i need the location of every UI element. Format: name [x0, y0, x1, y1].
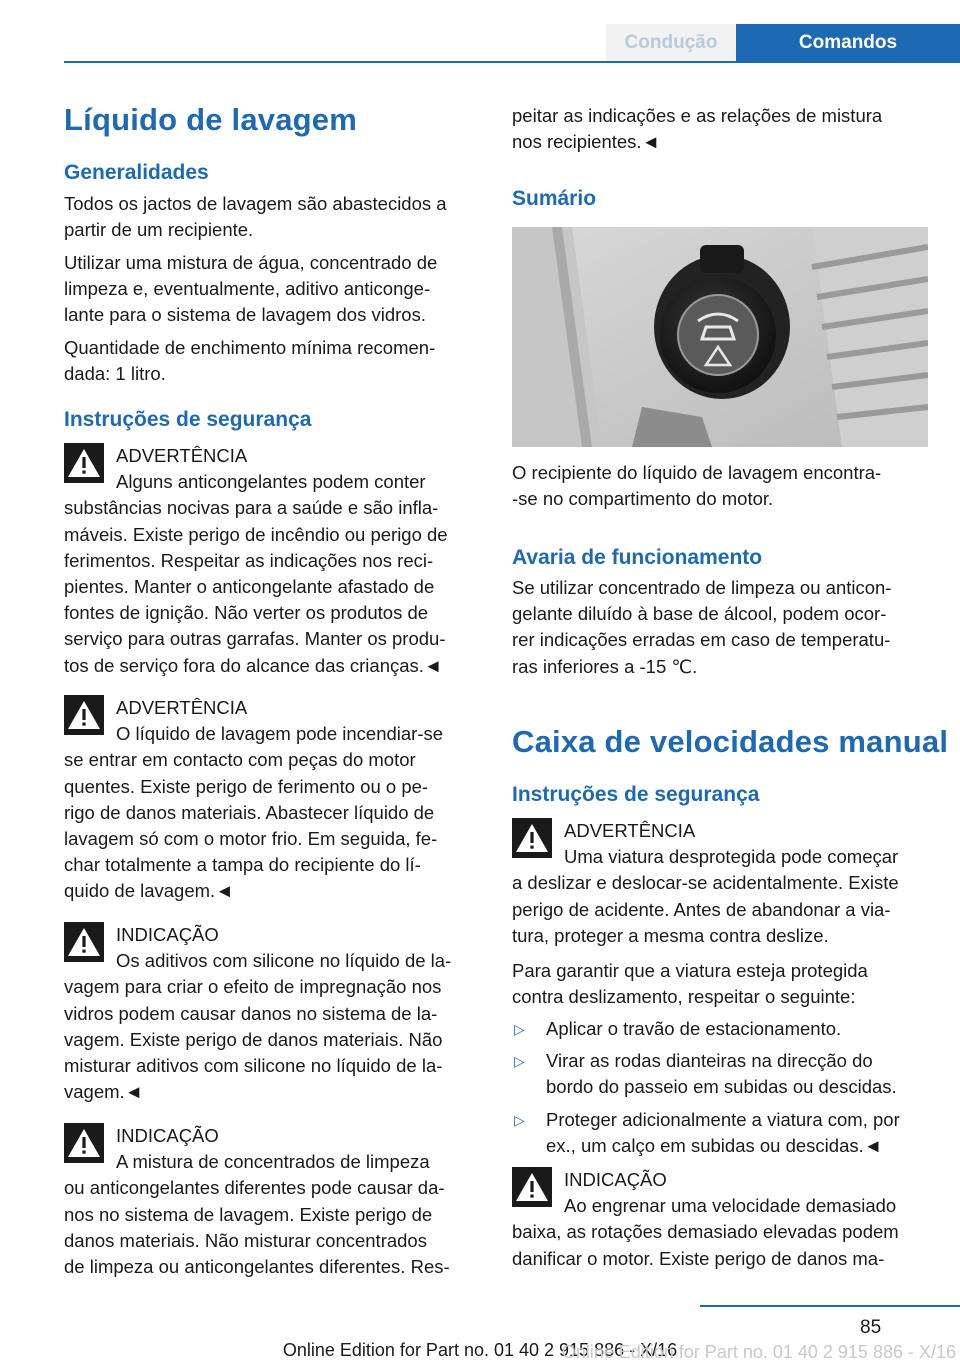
warning-box: ADVERTÊNCIA Alguns anticongelantes podem conter substâncias nocivas para a saúde e são infla- máveis. Existe perigo de incêndio ou perigo de ferimentos. Respeitar as indicações nos reci- pientes. Manter o anticongelante afastado de fontes de ignição. Não verter os produtos de serviço para outras garrafas. Manter os produ- tos de serviço fora do alcance das crianças.◄ — [64, 443, 480, 679]
triangle-bullet-icon: ▷ — [514, 1111, 525, 1128]
paragraph-malfunction: Se utilizar concentrado de limpeza ou anticon- gelante diluído à base de álcool, podem ocor- rer indicações erradas em caso de temperatu- ras inferiores a -15 ℃. — [512, 577, 892, 677]
header-active-tab: Comandos — [736, 24, 960, 61]
warning-triangle-icon — [64, 1123, 104, 1163]
triangle-bullet-icon: ▷ — [514, 1053, 525, 1070]
note-box: INDICAÇÃO Ao engrenar uma velocidade demasiado baixa, as rotações demasiado elevadas podem danificar o motor. Existe perigo de danos ma- — [512, 1167, 928, 1272]
warning-triangle-icon — [64, 922, 104, 962]
note-label: INDICAÇÃO — [116, 1125, 219, 1146]
note-box: INDICAÇÃO A mistura de concentrados de limpeza ou anticongelantes diferentes pode causar da- nos no sistema de lavagem. Existe perigo de danos materiais. Não misturar concentrados de limpeza ou anticongelantes diferentes. Res- — [64, 1123, 480, 1280]
page-number: 85 — [860, 1317, 882, 1338]
list-item: ▷ Proteger adicionalmente a viatura com, por ex., um calço em subidas ou descidas.◄ — [514, 1108, 900, 1156]
heading-malfunction: Avaria de funcionamento — [512, 546, 763, 569]
triangle-bullet-icon: ▷ — [514, 1021, 525, 1037]
header-section-tab: Condução — [606, 24, 736, 61]
warning-triangle-icon — [512, 818, 552, 858]
paragraph-general-1: Todos os jactos de lavagem são abastecidos a partir de um recipiente. — [64, 193, 447, 241]
warning-box: ADVERTÊNCIA O líquido de lavagem pode incendiar-se se entrar em contacto com peças do motor quentes. Existe perigo de ferimento ou o pe- rigo de danos materiais. Abastecer líquido de lavagem só com o motor frio. Em seguida, fe- char totalmente a tampa do recipiente do lí- quido de lavagem.◄ — [64, 695, 480, 905]
footer-rule — [700, 1305, 960, 1307]
heading-gearbox-safety: Instruções de segurança — [512, 783, 760, 806]
paragraph-continuation: peitar as indicações e as relações de mistura nos recipientes.◄ — [512, 105, 883, 153]
washer-reservoir-photo — [512, 227, 928, 447]
heading-overview: Sumário — [512, 187, 597, 210]
paragraph-general-2: Utilizar uma mistura de água, concentrado de limpeza e, eventualmente, aditivo anticonge- lante para o sistema de lavagem dos vidros. — [64, 252, 438, 326]
note-box: INDICAÇÃO Os aditivos com silicone no líquido de la- vagem para criar o efeito de impregnação nos vidros podem causar danos no sistema de la- vagem. Existe perigo de danos materiais. Não misturar aditivos com silicone no líquido de la- vagem.◄ — [64, 922, 480, 1105]
list-item: ▷ Aplicar o travão de estacionamento. — [512, 1016, 928, 1042]
note-label: INDICAÇÃO — [116, 924, 219, 945]
footer-edition: Online Edition for Part no. 01 40 2 915 886 - X/16 — [282, 1340, 678, 1360]
warning-label: ADVERTÊNCIA — [116, 445, 248, 466]
photo-caption: O recipiente do líquido de lavagem encontra- -se no compartimento do motor. — [512, 462, 882, 510]
paragraph-gearbox: Para garantir que a viatura esteja protegida contra deslizamento, respeitar o seguinte: — [512, 960, 868, 1008]
warning-triangle-icon — [64, 443, 104, 483]
section-title-washer-fluid: Líquido de lavagem — [64, 102, 357, 137]
section-title-manual-gearbox: Caixa de velocidades manual — [512, 724, 949, 759]
paragraph-general-3: Quantidade de enchimento mínima recomen- dada: 1 litro. — [64, 337, 436, 385]
list-item: ▷ Virar as rodas dianteiras na direcção do bordo do passeio em subidas ou descidas. — [514, 1050, 897, 1098]
footer-watermark: Online Edition for Part no. 01 40 2 915 886 - X/16 — [561, 1342, 956, 1362]
heading-general: Generalidades — [64, 161, 209, 184]
bullet-list — [512, 1016, 928, 1159]
warning-triangle-icon — [64, 695, 104, 735]
warning-label: ADVERTÊNCIA — [564, 820, 696, 841]
note-label: INDICAÇÃO — [564, 1169, 667, 1190]
header-rule — [64, 61, 960, 63]
warning-box: ADVERTÊNCIA Uma viatura desprotegida pode começar a deslizar e deslocar-se acidentalmente. Existe perigo de acidente. Antes de abandonar a via- tura, proteger a mesma contra deslize. — [512, 818, 928, 949]
heading-safety: Instruções de segurança — [64, 408, 312, 431]
warning-triangle-icon — [512, 1167, 552, 1207]
warning-label: ADVERTÊNCIA — [116, 697, 248, 718]
